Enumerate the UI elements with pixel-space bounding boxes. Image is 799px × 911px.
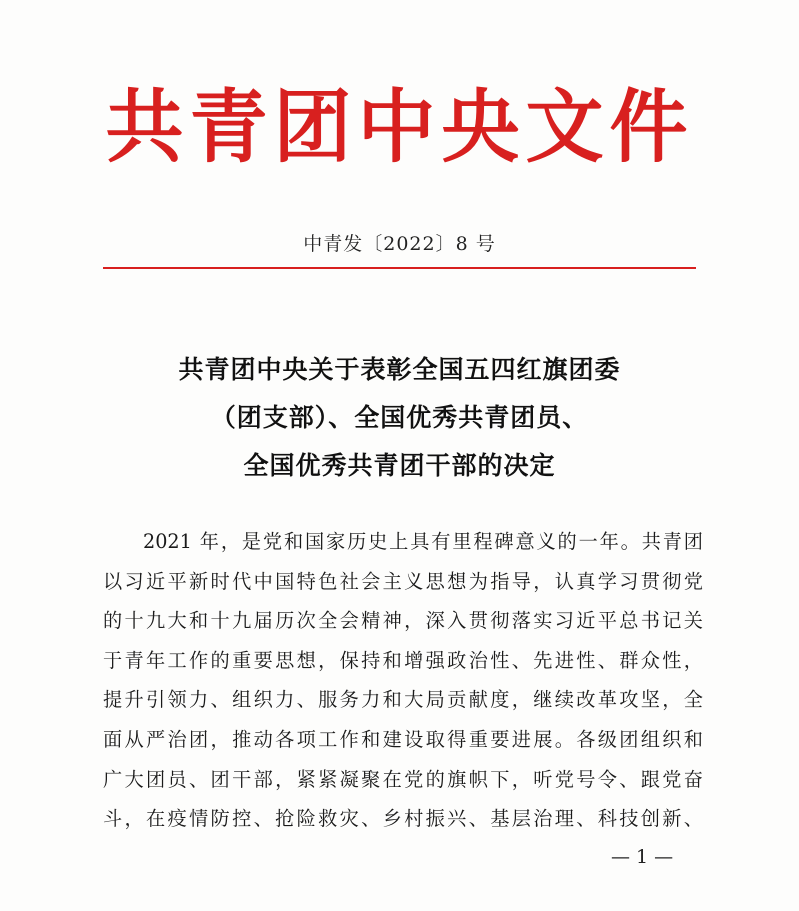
body-line: 斗，在疫情防控、抢险救灾、乡村振兴、基层治理、科技创新、	[103, 807, 703, 831]
document-title	[0, 346, 799, 490]
document-number: 中青发〔2022〕8 号	[303, 233, 496, 255]
title-line-1: 共青团中央关于表彰全国五四红旗团委	[178, 355, 621, 384]
body-line: 广大团员、团干部，紧紧凝聚在党的旗帜下，听党号令、跟党奋	[103, 767, 703, 791]
page-number: — 1 —	[611, 846, 674, 868]
body-line: 的十九大和十九届历次全会精神，深入贯彻落实习近平总书记关	[103, 609, 703, 633]
body-line: 提升引领力、组织力、服务力和大局贡献度，继续改革攻坚，全	[103, 688, 703, 712]
document-masthead: 共青团中央文件	[105, 82, 694, 174]
body-line: 面从严治团，推动各项工作和建设取得重要进展。各级团组织和	[103, 727, 703, 751]
body-line: 以习近平新时代中国特色社会主义思想为指导，认真学习贯彻党	[103, 569, 703, 593]
title-line-3: 全国优秀共青团干部的决定	[243, 451, 556, 480]
body-line: 2021 年，是党和国家历史上具有里程碑意义的一年。共青团	[143, 530, 703, 553]
red-divider-line	[103, 267, 696, 269]
document-body	[103, 522, 703, 839]
title-line-2: （团支部）、全国优秀共青团员、	[210, 403, 589, 432]
body-line: 于青年工作的重要思想，保持和增强政治性、先进性、群众性，	[103, 648, 703, 672]
